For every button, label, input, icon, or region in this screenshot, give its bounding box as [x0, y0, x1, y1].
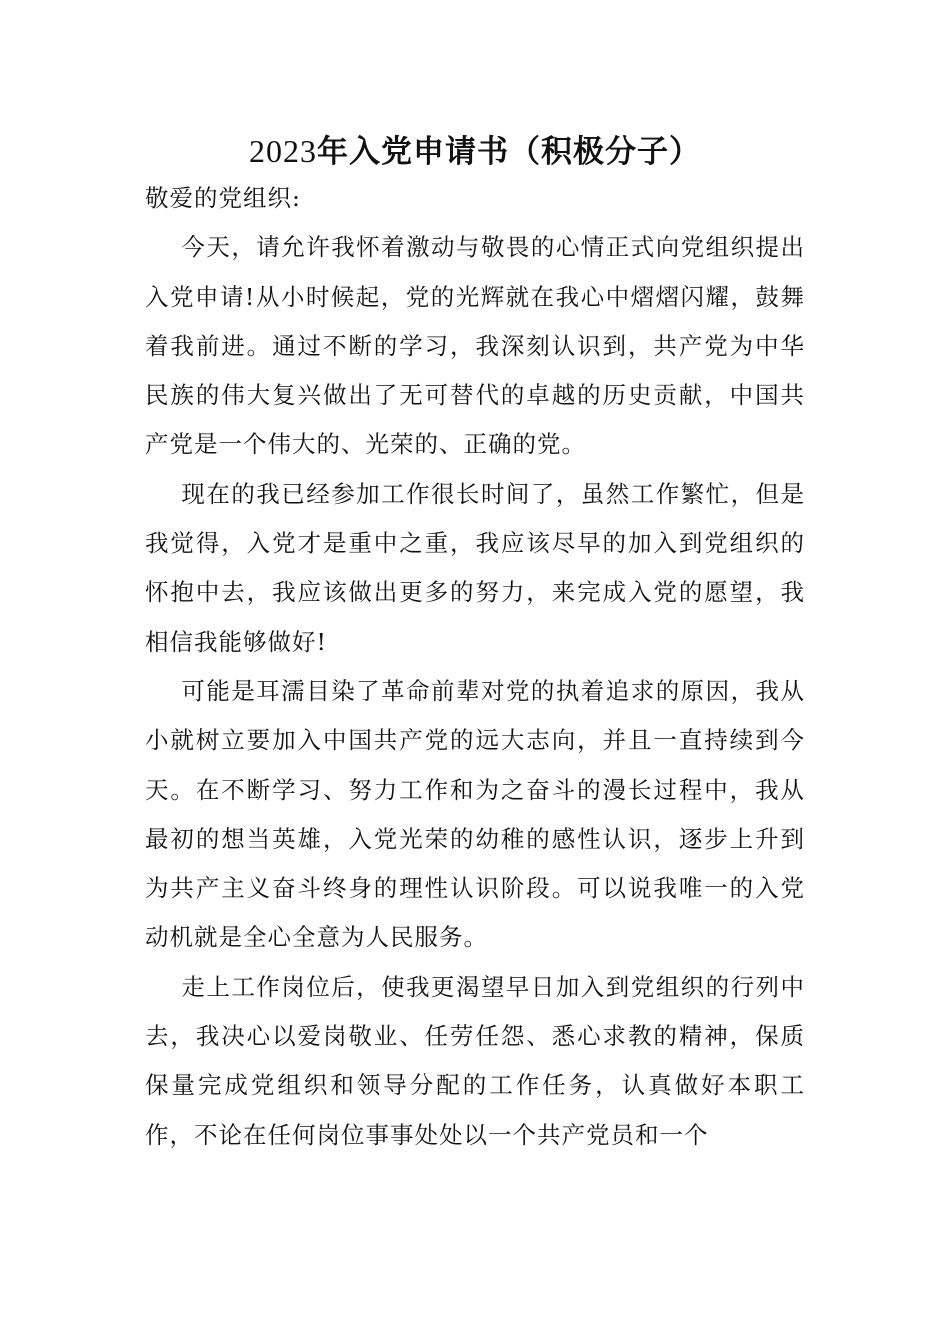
title-year: 2023 — [249, 133, 317, 169]
document-body — [145, 174, 805, 1160]
salutation: 敬爱的党组织: — [145, 184, 301, 212]
title-text: 年入党申请书（积极分子） — [317, 134, 701, 170]
paragraph-1: 今天，请允许我怀着激动与敬畏的心情正式向党组织提出入党申请!从小时候起，党的光辉就在我心中熠熠闪耀，鼓舞着我前进。通过不断的学习，我深刻认识到，共产党为中华民族的伟大复兴做出了无可替代的卓越的历史贡献，中国共产党是一个伟大的、光荣的、正确的党。 — [145, 233, 805, 459]
paragraph-3: 可能是耳濡目染了革命前辈对党的执着追求的原因，我从小就树立要加入中国共产党的远大志向，并且一直持续到今天。在不断学习、努力工作和为之奋斗的漫长过程中，我从最初的想当英雄，入党光荣的幼稚的感性认识，逐步上升到为共产主义奋斗终身的理性认识阶段。可以说我唯一的入党动机就是全心全意为人民服务。 — [145, 676, 805, 952]
document-title — [0, 126, 950, 177]
paragraph-2: 现在的我已经参加工作很长时间了，虽然工作繁忙，但是我觉得，入党才是重中之重，我应该尽早的加入到党组织的怀抱中去，我应该做出更多的努力，来完成入党的愿望，我相信我能够做好! — [145, 479, 805, 656]
paragraph-4: 走上工作岗位后，使我更渴望早日加入到党组织的行列中去，我决心以爱岗敬业、任劳任怨、悉心求教的精神，保质保量完成党组织和领导分配的工作任务，认真做好本职工作，不论在任何岗位事事处处以一个共产党员和一个 — [145, 972, 805, 1149]
